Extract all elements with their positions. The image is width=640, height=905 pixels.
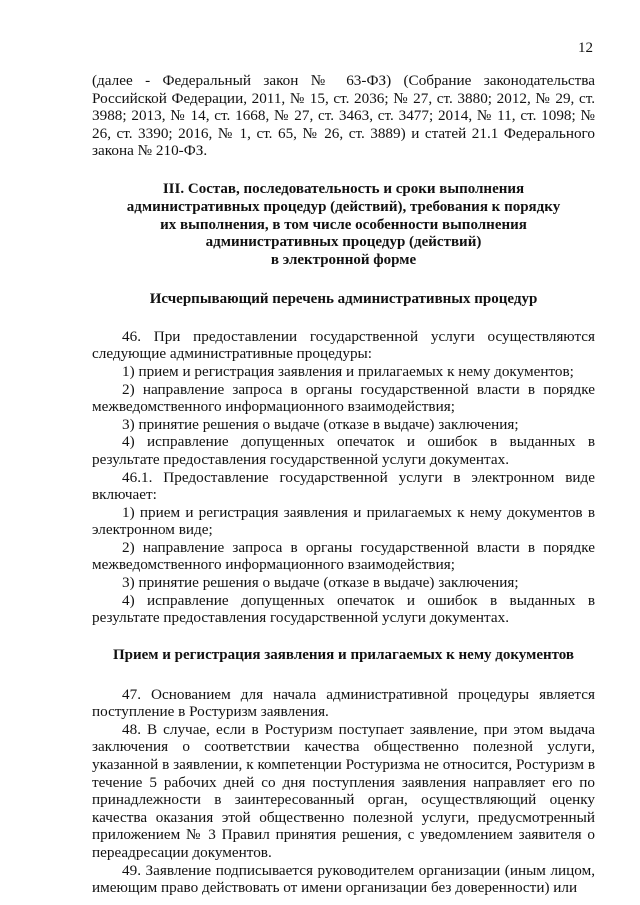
intro-paragraph: (далее - Федеральный закон № 63-ФЗ) (Собрание законодательства Российской Федерации, 2011, № 15, ст. 2036; № 27, ст. 3880; 2012, № 29, ст. 3988; 2013, № 14, ст. 1668, № 27, ст. 3463, ст. 3477; 2014, № 11, ст. 1098; № 26, ст. 3390; 2016, № 1, ст. 65, № 26, ст. 3889) и статей 21.1 Федерального закона № 210-ФЗ. <box>92 72 595 160</box>
subheading-procedures-list: Исчерпывающий перечень административных процедур <box>149 290 538 307</box>
section-heading-line: их выполнения, в том числе особенности выполнения <box>160 216 527 233</box>
section-heading-line: в электронной форме <box>270 252 417 269</box>
section-heading-line: III. Состав, последовательность и сроки выполнения <box>162 180 525 197</box>
section-heading-line: административных процедур (действий) <box>205 234 482 251</box>
paragraph: 47. Основанием для начала административной процедуры является поступление в Ростуризм заявления. <box>92 685 595 721</box>
section-heading-line: административных процедур (действий), требования к порядку <box>126 198 561 215</box>
paragraph: 1) прием и регистрация заявления и прилагаемых к нему документов; <box>122 362 574 380</box>
paragraph: 46. При предоставлении государственной услуги осуществляются следующие административные процедуры: <box>92 327 595 363</box>
paragraph: 2) направление запроса в органы государственной власти в порядке межведомственного информационного взаимодействия; <box>92 538 595 574</box>
subheading-reception-registration: Прием и регистрация заявления и прилагаемых к нему документов <box>112 646 575 663</box>
section-heading <box>92 181 595 270</box>
paragraph: 49. Заявление подписывается руководителем организации (иным лицом, имеющим право действовать от имени организации без доверенности) или <box>92 861 595 897</box>
paragraph: 4) исправление допущенных опечаток и ошибок в выданных в результате предоставления государственной услуги документах. <box>92 591 595 627</box>
paragraph: 46.1. Предоставление государственной услуги в электронном виде включает: <box>92 468 595 504</box>
paragraph: 4) исправление допущенных опечаток и ошибок в выданных в результате предоставления государственной услуги документах. <box>92 433 595 468</box>
paragraph: 2) направление запроса в органы государственной власти в порядке межведомственного информационного взаимодействия; <box>92 380 595 416</box>
paragraph: 48. В случае, если в Ростуризм поступает заявление, при этом выдача заключения о соответствии качества общественно полезной услуги, указанной в заявлении, к компетенции Ростуризма не относится, Ростуризм в течение 5 рабочих дней со дня поступления заявления направляет его по принадлежности в заинтересованный орган, осуществляющий оценку качества оказания этой общественно полезной услуги, предусмотренный приложением № 3 Правил принятия решения, с уведомлением заявителя о переадресации документов. <box>92 720 595 861</box>
paragraph: 3) принятие решения о выдаче (отказе в выдаче) заключения; <box>122 415 519 433</box>
page-number: 12 <box>578 40 593 56</box>
document-body <box>92 72 595 897</box>
paragraph: 1) прием и регистрация заявления и прилагаемых к нему документов в электронном виде; <box>92 503 595 539</box>
paragraph: 3) принятие решения о выдаче (отказе в выдаче) заключения; <box>122 574 519 592</box>
